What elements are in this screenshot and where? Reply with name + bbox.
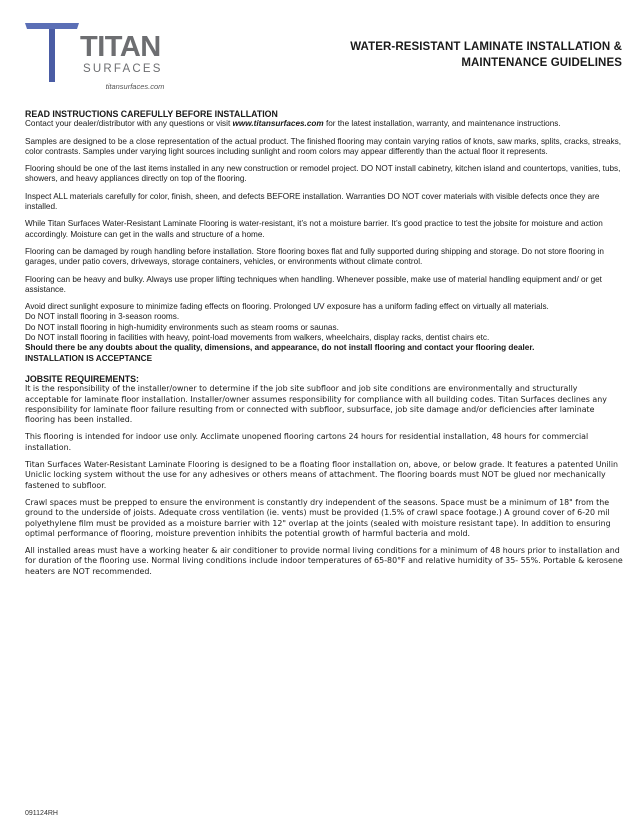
contact-text-end: for the latest installation, warranty, and maintenance instructions. — [323, 119, 561, 129]
jobsite-heading: JOBSITE REQUIREMENTS: — [25, 373, 139, 384]
sunlight-line: Avoid direct sunlight exposure to minimize fading effects on flooring. Prolonged UV exposure has a uniform fading effect on virtually all materials. — [25, 302, 549, 312]
document-code: 091124RH — [25, 810, 58, 817]
contact-paragraph — [25, 119, 623, 129]
crawl-space-paragraph: Crawl spaces must be prepped to ensure the environment is constantly dry independent of the seasons. Space must be a minimum of 18" from the ground to the underside of joists. Adequate cross ventilation (ie. vents) must be provided (1.5% of crawl space footage.) A ground cover of 6-20 mil polyethylene film must be provided as a moisture barrier with 12" overlap at the joints (sealed with moisture resistant tape). In addition to ensuring optimal performance of flooring, moisture prevention inhibits the potential growth of harmful bacteria and mold. — [25, 497, 611, 538]
logo-t-stem — [49, 29, 55, 82]
indoor-use-paragraph: This flooring is intended for indoor use only. Acclimate unopened flooring cartons 24 hours for residential installation, 48 hours for commercial installation. — [25, 432, 589, 452]
handling-paragraph: Flooring can be damaged by rough handling before installation. Store flooring boxes flat and fully supported during shipping and storage. Do not store flooring in garages, under patio covers, driveways, storage containers, vehicles, or environments without climate control. — [25, 246, 604, 267]
title-line-1: WATER-RESISTANT LAMINATE INSTALLATION & — [350, 41, 622, 53]
install-order-paragraph: Flooring should be one of the last items installed in any new construction or remodel project. DO NOT install cabinetry, kitchen island and countertops, vanities, tubs, showers, and heavy appliances directly on top of the flooring. — [25, 164, 621, 184]
doubts-line: Should there be any doubts about the quality, dimensions, and appearance, do not install flooring and contact your flooring dealer. — [25, 343, 535, 353]
intro-heading: READ INSTRUCTIONS CAREFULLY BEFORE INSTALLATION — [25, 109, 278, 119]
samples-paragraph: Samples are designed to be a close representation of the actual product. The finished flooring may contain varying ratios of knots, saw marks, splits, cracks, streaks, color contrasts. Samples under varying light sources including sunlight and room colors may appear differently than the actual floor it represents. — [25, 136, 622, 156]
inspect-paragraph: Inspect ALL materials carefully for color, finish, sheen, and defects BEFORE installation. Warranties DO NOT cover materials with visible defects once they are installed. — [25, 191, 600, 212]
humidity-line: Do NOT install flooring in high-humidity environments such as steam rooms or saunas. — [25, 322, 339, 332]
logo-brand-name: TITAN — [80, 31, 161, 63]
floating-floor-paragraph: Titan Surfaces Water-Resistant Laminate Flooring is designed to be a floating floor installation on, above, or below grade. It features a patented Unilin Uniclic locking system without the use for any adhesives or others means of attachment. The flooring boards must NOT be glued nor mechanically fastened to subfloor. — [25, 460, 619, 490]
document-title — [292, 40, 622, 71]
document-body — [25, 109, 623, 584]
three-season-line: Do NOT install flooring in 3-season rooms. — [25, 312, 180, 322]
living-conditions-paragraph: All installed areas must have a working heater & air conditioner to provide normal living conditions for a minimum of 48 hours prior to installation and for duration of the flooring use. Normal living conditions include indoor temperatures of 65-80°F and relative humidity of 35- 55%. Portable & kerosene heaters are NOT recommended. — [25, 546, 623, 576]
jobsite-responsibility-paragraph: It is the responsibility of the installer/owner to determine if the job site subfloor and job site conditions are environmentally and structurally acceptable for laminate floor installation. Installer/owner assumes responsibility for compliance with all building codes. Titan Surfaces declines any responsibility for laminate floor failure resulting from or connected with subfloor, subsurface, job site damage and/or deficiencies after laminate flooring has been installed. — [25, 384, 607, 425]
contact-text: Contact your dealer/distributor with any questions or visit — [25, 119, 233, 129]
moisture-paragraph: While Titan Surfaces Water-Resistant Laminate Flooring is water-resistant, it’s not a moisture barrier. It’s good practice to test the jobsite for moisture and action accordingly. Moisture can get in the walls and structure of a home. — [25, 219, 603, 239]
acceptance-line: INSTALLATION IS ACCEPTANCE — [25, 353, 153, 363]
logo-website: titansurfaces.com — [105, 82, 165, 91]
point-load-line: Do NOT install flooring in facilities with heavy, point-load movements from walkers, wheelchairs, display racks, dentist chairs etc. — [25, 333, 490, 343]
title-line-2: MAINTENANCE GUIDELINES — [461, 56, 622, 69]
website-link[interactable]: www.titansurfaces.com — [232, 119, 324, 129]
lifting-paragraph: Flooring can be heavy and bulky. Always use proper lifting techniques when handling. Whenever possible, make use of material handling equipment and/ or get assistance. — [25, 274, 602, 294]
logo-brand-sub: SURFACES — [83, 63, 163, 75]
